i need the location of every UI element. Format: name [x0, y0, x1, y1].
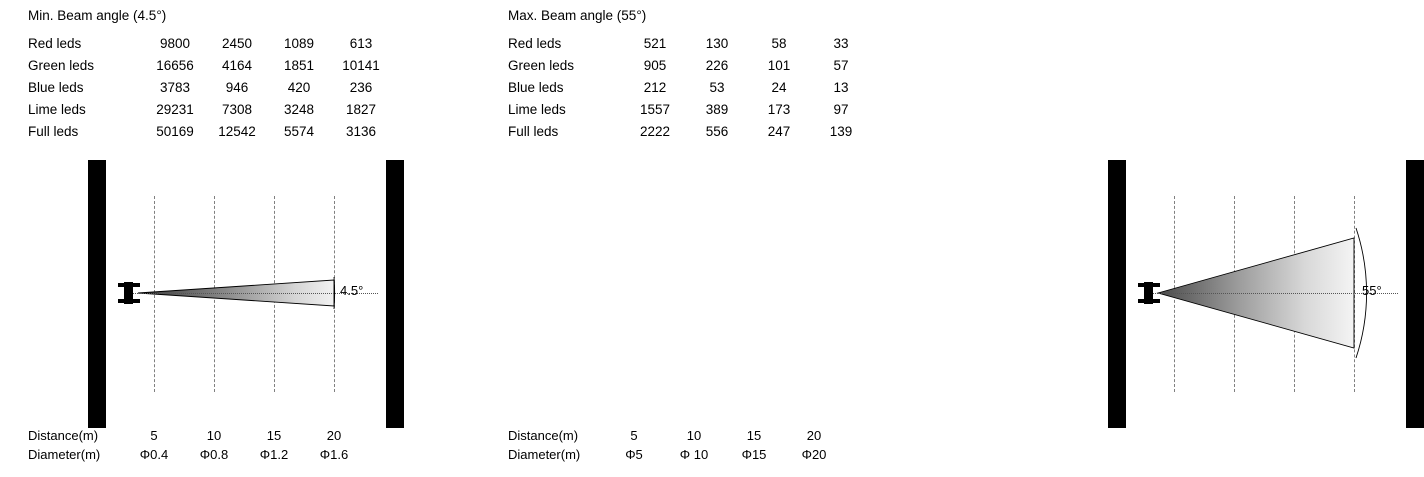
cell-value: 10141 — [342, 57, 380, 73]
diameter-tick: Φ20 — [801, 447, 827, 462]
cell-value: 556 — [705, 123, 729, 139]
diameter-tick: Φ1.2 — [259, 447, 289, 462]
cell-value: 5574 — [283, 123, 315, 139]
diameter-row — [508, 447, 948, 466]
table-row — [28, 98, 392, 120]
table-row — [508, 54, 872, 76]
panel-title: Max. Beam angle (55°) — [508, 8, 647, 23]
row-label: Lime leds — [508, 101, 566, 117]
row-label: Lime leds — [28, 101, 86, 117]
diameter-axis-label: Diameter(m) — [508, 447, 581, 462]
distance-tick: 5 — [630, 428, 638, 443]
cell-value: 2450 — [221, 35, 253, 51]
cell-value: 33 — [833, 35, 849, 51]
distance-tick: 20 — [326, 428, 342, 443]
cell-value: 3783 — [159, 79, 191, 95]
row-label: Full leds — [28, 123, 79, 139]
cell-value: 2222 — [639, 123, 671, 139]
cell-value: 58 — [771, 35, 787, 51]
cell-value: 1827 — [345, 101, 377, 117]
table-row — [28, 76, 392, 98]
distance-axis-label: Distance(m) — [28, 428, 99, 443]
diameter-tick: Φ0.4 — [139, 447, 169, 462]
cell-value: 212 — [643, 79, 667, 95]
distance-tick: 15 — [746, 428, 762, 443]
cell-value: 13 — [833, 79, 849, 95]
cell-value: 101 — [767, 57, 791, 73]
led-data-table — [508, 32, 872, 142]
fixture-icon — [118, 282, 140, 304]
fixture-icon — [1138, 282, 1160, 304]
distance-tick: 10 — [206, 428, 222, 443]
optical-axis-line — [1148, 293, 1398, 294]
cell-value: 139 — [829, 123, 853, 139]
row-label: Blue leds — [508, 79, 564, 95]
cell-value: 1089 — [283, 35, 315, 51]
table-row — [28, 32, 392, 54]
cell-value: 16656 — [156, 57, 194, 73]
table-row — [28, 54, 392, 76]
cell-value: 613 — [349, 35, 373, 51]
cell-value: 50169 — [156, 123, 194, 139]
cell-value: 57 — [833, 57, 849, 73]
cell-value: 247 — [767, 123, 791, 139]
diameter-tick: Φ5 — [625, 447, 643, 462]
cell-value: 1557 — [639, 101, 671, 117]
cell-value: 389 — [705, 101, 729, 117]
cell-value: 3136 — [345, 123, 377, 139]
diameter-axis-label: Diameter(m) — [28, 447, 101, 462]
cell-value: 521 — [643, 35, 667, 51]
diameter-tick: Φ0.8 — [199, 447, 229, 462]
beam-angle-label: 4.5° — [340, 283, 364, 298]
distance-axis-label: Distance(m) — [508, 428, 579, 443]
row-label: Blue leds — [28, 79, 84, 95]
diameter-tick: Φ15 — [741, 447, 767, 462]
diameter-tick: Φ1.6 — [319, 447, 349, 462]
cell-value: 173 — [767, 101, 791, 117]
cell-value: 4164 — [221, 57, 253, 73]
row-label: Red leds — [508, 35, 562, 51]
cell-value: 236 — [349, 79, 373, 95]
beam-diagram-max — [1108, 160, 1424, 428]
panel-title: Min. Beam angle (4.5°) — [28, 8, 167, 23]
cell-value: 24 — [771, 79, 787, 95]
distance-axis-max — [508, 428, 948, 466]
cell-value: 226 — [705, 57, 729, 73]
distance-tick: 10 — [686, 428, 702, 443]
distance-tick: 5 — [150, 428, 158, 443]
beam-angle-label: 55° — [1362, 283, 1382, 298]
diameter-row — [28, 447, 468, 466]
table-row — [508, 32, 872, 54]
cell-value: 9800 — [159, 35, 191, 51]
table-row — [508, 98, 872, 120]
table-row — [508, 120, 872, 142]
cell-value: 29231 — [156, 101, 194, 117]
row-label: Green leds — [28, 57, 95, 73]
cell-value: 420 — [287, 79, 311, 95]
table-row — [28, 120, 392, 142]
row-label: Red leds — [28, 35, 82, 51]
distance-tick: 15 — [266, 428, 282, 443]
distance-tick: 20 — [806, 428, 822, 443]
cell-value: 97 — [833, 101, 849, 117]
panel-max-beam-angle — [490, 0, 1382, 477]
cell-value: 3248 — [283, 101, 315, 117]
led-data-table — [28, 32, 392, 142]
row-label: Green leds — [508, 57, 575, 73]
diameter-tick: Φ 10 — [679, 447, 709, 462]
beam-diagram-min — [88, 160, 404, 428]
cell-value: 1851 — [283, 57, 315, 73]
table-row — [508, 76, 872, 98]
distance-row — [28, 428, 468, 447]
distance-axis-min — [28, 428, 468, 466]
row-label: Full leds — [508, 123, 559, 139]
cell-value: 130 — [705, 35, 729, 51]
cell-value: 946 — [225, 79, 249, 95]
cell-value: 7308 — [221, 101, 253, 117]
cell-value: 905 — [643, 57, 667, 73]
cell-value: 12542 — [218, 123, 256, 139]
panel-min-beam-angle — [10, 0, 470, 477]
cell-value: 53 — [709, 79, 725, 95]
distance-row — [508, 428, 948, 447]
